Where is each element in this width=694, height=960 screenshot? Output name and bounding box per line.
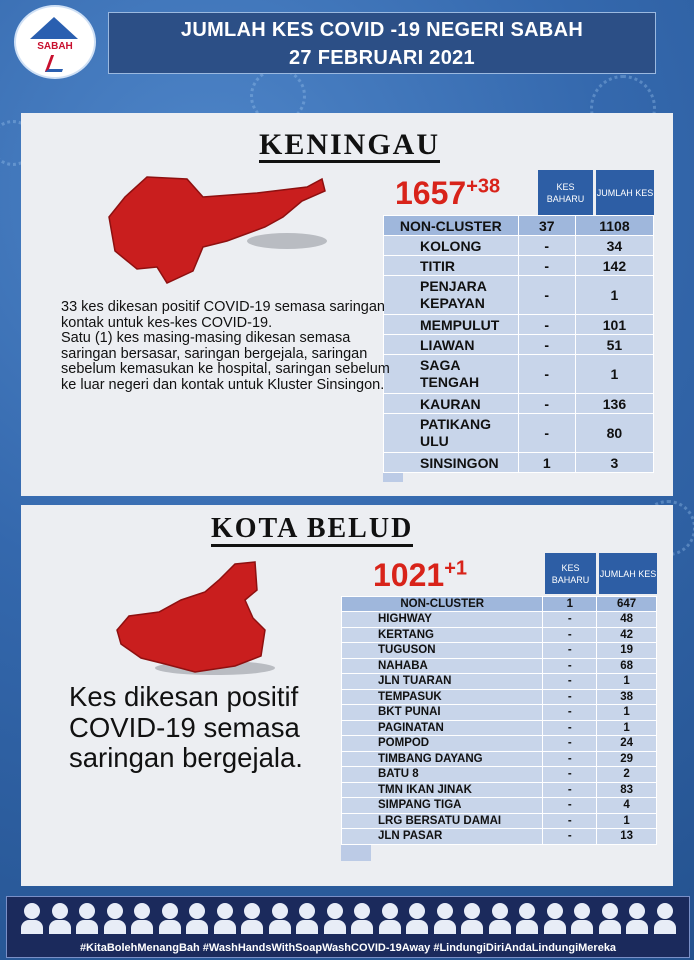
cluster-name: LRG BERSATU DAMAI bbox=[342, 813, 543, 829]
person-icon bbox=[434, 903, 456, 933]
cluster-name: BATU 8 bbox=[342, 767, 543, 783]
cluster-name: HIGHWAY bbox=[342, 612, 543, 628]
cluster-row bbox=[342, 782, 657, 798]
cluster-name: TMN IKAN JINAK bbox=[342, 782, 543, 798]
cluster-total: 48 bbox=[597, 612, 657, 628]
person-icon bbox=[626, 903, 648, 933]
case-description: 33 kes dikesan positif COVID-19 semasa saringan kontak untuk kes-kes COVID-19. Satu (1) kes masing-masing dikesan semasa saringan bersasar, saringan bergejala, saringan sebelum kemasukan ke hospital, saringan sebelum ke luar negeri dan kontak untuk Kluster Sinsingon. bbox=[61, 299, 390, 393]
non-cluster-new: 1 bbox=[543, 597, 597, 612]
cluster-new: - bbox=[543, 643, 597, 659]
person-icon bbox=[269, 903, 291, 933]
district-panel-kota-belud bbox=[21, 505, 673, 886]
cluster-row bbox=[342, 751, 657, 767]
cluster-new: - bbox=[543, 720, 597, 736]
cluster-new: - bbox=[543, 705, 597, 721]
person-icon bbox=[599, 903, 621, 933]
cluster-name: BKT PUNAI bbox=[342, 705, 543, 721]
cluster-name: LIAWAN bbox=[384, 335, 519, 355]
person-icon bbox=[76, 903, 98, 933]
sabah-logo bbox=[14, 5, 96, 79]
person-icon bbox=[351, 903, 373, 933]
cluster-row bbox=[342, 705, 657, 721]
cluster-name: MEMPULUT bbox=[384, 315, 519, 335]
cluster-name: TIMBANG DAYANG bbox=[342, 751, 543, 767]
cluster-name: KERTANG bbox=[342, 627, 543, 643]
cluster-row bbox=[342, 829, 657, 845]
cluster-new: - bbox=[543, 751, 597, 767]
cluster-row bbox=[342, 720, 657, 736]
person-icon bbox=[131, 903, 153, 933]
cluster-new: - bbox=[518, 335, 575, 355]
person-icon bbox=[324, 903, 346, 933]
cluster-row bbox=[384, 453, 654, 473]
district-name: KOTA BELUD bbox=[211, 514, 413, 547]
cluster-total: 101 bbox=[575, 315, 653, 335]
col-header-total: JUMLAH KES bbox=[599, 553, 657, 594]
title-line-2: 27 FEBRUARI 2021 bbox=[289, 47, 475, 69]
cluster-new: 1 bbox=[518, 453, 575, 473]
cluster-total: 1 bbox=[575, 355, 653, 394]
cluster-total: 80 bbox=[575, 414, 653, 453]
cluster-row bbox=[342, 643, 657, 659]
kota-belud-map-icon bbox=[115, 560, 285, 680]
person-icon bbox=[571, 903, 593, 933]
cluster-name: PENJARA KEPAYAN bbox=[384, 276, 519, 315]
new-count-value: +1 bbox=[444, 557, 467, 580]
total-count-value: 1021 bbox=[373, 557, 445, 593]
cluster-total: 1 bbox=[597, 720, 657, 736]
cluster-total: 38 bbox=[597, 689, 657, 705]
footer-banner bbox=[6, 896, 690, 958]
non-cluster-label: NON-CLUSTER bbox=[342, 597, 543, 612]
cluster-total: 136 bbox=[575, 394, 653, 414]
mountain-icon bbox=[30, 17, 78, 39]
col-header-new: KES BAHARU bbox=[545, 553, 596, 594]
cluster-new: - bbox=[543, 674, 597, 690]
cluster-row bbox=[342, 674, 657, 690]
cluster-name: SAGA TENGAH bbox=[384, 355, 519, 394]
cluster-new: - bbox=[518, 355, 575, 394]
logo-text: SABAH bbox=[37, 41, 73, 52]
cluster-new: - bbox=[518, 236, 575, 256]
case-description: Kes dikesan positif COVID-19 semasa saringan bergejala. bbox=[69, 681, 303, 773]
cluster-name: KAURAN bbox=[384, 394, 519, 414]
cluster-row bbox=[384, 335, 654, 355]
cluster-total: 29 bbox=[597, 751, 657, 767]
cluster-new: - bbox=[543, 813, 597, 829]
cluster-name: TITIR bbox=[384, 256, 519, 276]
cluster-row bbox=[342, 658, 657, 674]
person-icon bbox=[489, 903, 511, 933]
cluster-new: - bbox=[518, 315, 575, 335]
person-icon bbox=[379, 903, 401, 933]
cluster-row bbox=[384, 315, 654, 335]
cluster-total: 19 bbox=[597, 643, 657, 659]
non-cluster-row bbox=[384, 216, 654, 236]
cluster-name: PATIKANG ULU bbox=[384, 414, 519, 453]
cluster-total: 13 bbox=[597, 829, 657, 845]
person-icon bbox=[654, 903, 676, 933]
cluster-row bbox=[384, 394, 654, 414]
cluster-total: 34 bbox=[575, 236, 653, 256]
hashtags: #KitaBolehMenangBah #WashHandsWithSoapWashCOVID-19Away #LindungiDiriAndaLindungiMereka bbox=[79, 942, 617, 954]
person-icon bbox=[104, 903, 126, 933]
person-icon bbox=[296, 903, 318, 933]
cluster-total: 68 bbox=[597, 658, 657, 674]
cluster-total: 4 bbox=[597, 798, 657, 814]
cluster-name: JLN TUARAN bbox=[342, 674, 543, 690]
cluster-total: 83 bbox=[597, 782, 657, 798]
col-header-new: KES BAHARU bbox=[538, 170, 593, 215]
person-icon bbox=[544, 903, 566, 933]
district-panel-keningau bbox=[21, 113, 673, 496]
cluster-new: - bbox=[518, 276, 575, 315]
district-name: KENINGAU bbox=[259, 128, 441, 161]
cluster-total: 1 bbox=[597, 674, 657, 690]
cluster-total: 1 bbox=[597, 813, 657, 829]
cluster-name: KOLONG bbox=[384, 236, 519, 256]
cluster-new: - bbox=[543, 689, 597, 705]
non-cluster-row bbox=[342, 597, 657, 612]
cluster-table bbox=[341, 596, 657, 845]
total-count bbox=[395, 175, 500, 212]
cluster-name: NAHABA bbox=[342, 658, 543, 674]
cluster-name: SINSINGON bbox=[384, 453, 519, 473]
non-cluster-label: NON-CLUSTER bbox=[384, 216, 519, 236]
cluster-new: - bbox=[543, 736, 597, 752]
cluster-row bbox=[342, 612, 657, 628]
cluster-new: - bbox=[543, 782, 597, 798]
col-header-total: JUMLAH KES bbox=[596, 170, 654, 215]
cluster-new: - bbox=[543, 767, 597, 783]
cluster-new: - bbox=[518, 414, 575, 453]
non-cluster-total: 647 bbox=[597, 597, 657, 612]
cluster-new: - bbox=[518, 256, 575, 276]
keningau-map-icon bbox=[107, 171, 357, 291]
cluster-new: - bbox=[543, 627, 597, 643]
cluster-total: 1 bbox=[597, 705, 657, 721]
cluster-row bbox=[384, 236, 654, 256]
person-icon bbox=[159, 903, 181, 933]
cluster-row bbox=[342, 736, 657, 752]
title-banner bbox=[108, 12, 656, 74]
person-icon bbox=[186, 903, 208, 933]
cluster-row bbox=[342, 767, 657, 783]
person-icon bbox=[49, 903, 71, 933]
cluster-new: - bbox=[543, 798, 597, 814]
cluster-row bbox=[384, 414, 654, 453]
cluster-row bbox=[342, 798, 657, 814]
cluster-row bbox=[384, 355, 654, 394]
person-icon bbox=[516, 903, 538, 933]
cluster-row bbox=[342, 689, 657, 705]
cluster-total: 1 bbox=[575, 276, 653, 315]
cluster-name: JLN PASAR bbox=[342, 829, 543, 845]
cluster-total: 51 bbox=[575, 335, 653, 355]
cluster-name: SIMPANG TIGA bbox=[342, 798, 543, 814]
person-icon bbox=[241, 903, 263, 933]
cluster-new: - bbox=[543, 612, 597, 628]
cluster-row bbox=[342, 627, 657, 643]
cluster-total: 142 bbox=[575, 256, 653, 276]
cluster-total: 42 bbox=[597, 627, 657, 643]
person-icon bbox=[214, 903, 236, 933]
title-line-1: JUMLAH KES COVID -19 NEGERI SABAH bbox=[180, 19, 584, 41]
cluster-total: 2 bbox=[597, 767, 657, 783]
non-cluster-new: 37 bbox=[518, 216, 575, 236]
person-icon bbox=[461, 903, 483, 933]
cluster-name: POMPOD bbox=[342, 736, 543, 752]
cluster-table bbox=[383, 215, 654, 473]
cluster-new: - bbox=[543, 829, 597, 845]
non-cluster-total: 1108 bbox=[575, 216, 653, 236]
total-count bbox=[373, 557, 467, 594]
cluster-name: TEMPASUK bbox=[342, 689, 543, 705]
cluster-new: - bbox=[518, 394, 575, 414]
cluster-row bbox=[384, 256, 654, 276]
person-icon bbox=[406, 903, 428, 933]
total-count-value: 1657 bbox=[395, 175, 467, 211]
cluster-total: 3 bbox=[575, 453, 653, 473]
logo-mark-icon bbox=[45, 55, 68, 72]
cluster-name: TUGUSON bbox=[342, 643, 543, 659]
cluster-new: - bbox=[543, 658, 597, 674]
cluster-row bbox=[384, 276, 654, 315]
cluster-row bbox=[342, 813, 657, 829]
person-icon bbox=[21, 903, 43, 933]
cluster-name: PAGINATAN bbox=[342, 720, 543, 736]
new-count-value: +38 bbox=[466, 175, 501, 198]
cluster-total: 24 bbox=[597, 736, 657, 752]
